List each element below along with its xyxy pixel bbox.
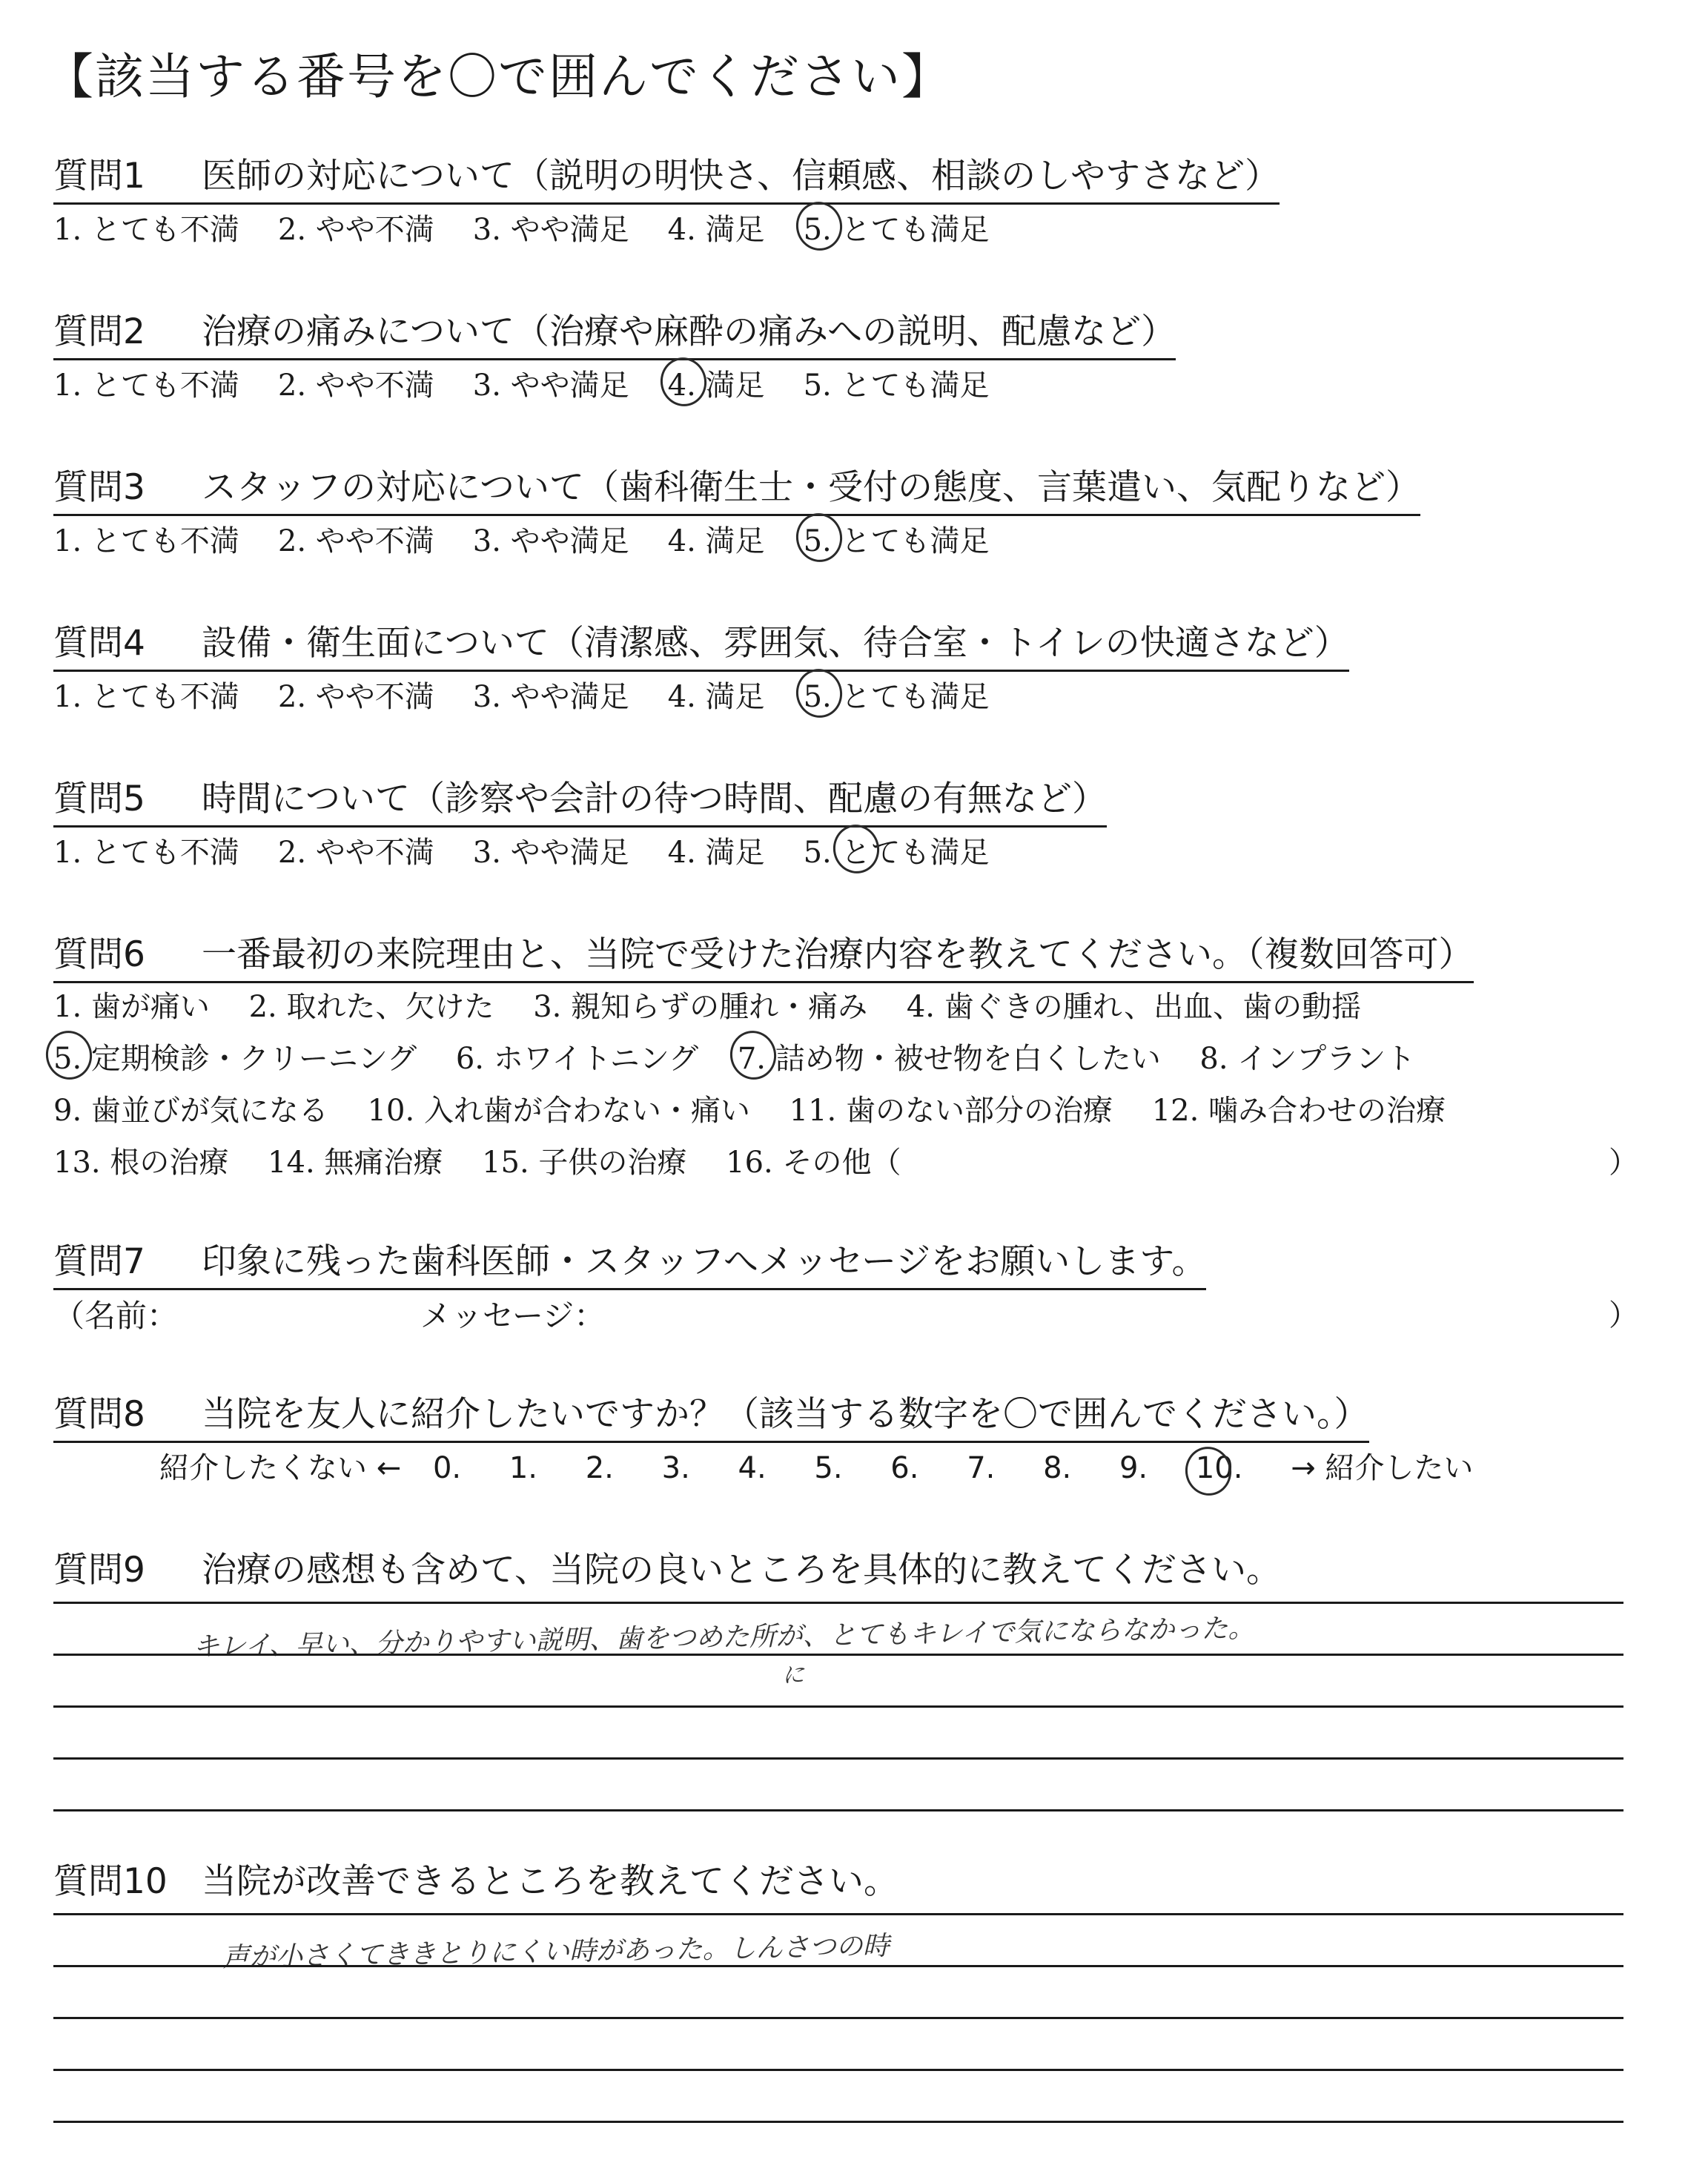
question-6-row-2 — [53, 1035, 1445, 1077]
q4-option-5-label: 5. とても満足 — [803, 680, 990, 714]
question-6-row-1 — [53, 983, 1391, 1025]
q7-name-label: （名前： — [53, 1298, 179, 1334]
question-3-options — [53, 518, 1027, 560]
q6-option-3[interactable]: 3. 親知らずの腫れ・痛み — [533, 990, 868, 1024]
question-5-text: 時間について（診察や会計の待つ時間、配慮の有無など） — [202, 779, 1108, 819]
q9-handwritten-correction: に — [781, 1662, 805, 1689]
q8-option-10-selected[interactable] — [1196, 1451, 1243, 1485]
q9-handwritten-answer[interactable]: キレイ、早い、分かりやすい説明、歯をつめた所が、とてもキレイで気にならなかった。 — [192, 1613, 1255, 1662]
question-7-heading — [53, 1234, 1206, 1290]
q10-answer-line-5 — [53, 2121, 1623, 2123]
question-2-number: 質問2 — [53, 311, 145, 352]
q5-option-5-label: 5. とても満足 — [803, 836, 990, 870]
q8-option-1[interactable]: 1. — [509, 1451, 538, 1485]
question-7-number: 質問7 — [53, 1241, 145, 1282]
q10-handwritten-answer[interactable]: 声が小さくてききとりにくい時があった。しんさつの時 — [222, 1931, 890, 1973]
q8-option-3[interactable]: 3. — [661, 1451, 690, 1485]
q3-option-5-selected[interactable] — [804, 518, 990, 560]
q1-option-5-label: 5. とても満足 — [803, 213, 990, 247]
question-6-heading — [53, 927, 1474, 983]
q3-option-5-label: 5. とても満足 — [803, 524, 990, 558]
question-6-text: 一番最初の来院理由と、当院で受けた治療内容を教えてください。（複数回答可） — [202, 934, 1474, 975]
q1-option-1[interactable]: 1. とても不満 — [53, 213, 239, 247]
q9-answer-line-1 — [53, 1602, 1623, 1604]
question-7-answer-row — [53, 1292, 605, 1336]
q6-option-15[interactable]: 15. 子供の治療 — [482, 1146, 687, 1180]
q7-close-paren: ） — [1609, 1298, 1638, 1332]
q9-answer-line-4 — [53, 1757, 1623, 1760]
q6-option-10[interactable]: 10. 入れ歯が合わない・痛い — [367, 1094, 750, 1128]
question-6-row-4 — [53, 1139, 930, 1181]
q8-option-4[interactable]: 4. — [738, 1451, 767, 1485]
question-6-number: 質問6 — [53, 934, 145, 975]
question-2-options — [53, 362, 1027, 404]
question-1-text: 医師の対応について（説明の明快さ、信頼感、相談のしやすさなど） — [202, 156, 1280, 196]
q5-option-5-selected[interactable] — [804, 829, 990, 871]
q8-option-10-label: 10. — [1195, 1451, 1243, 1485]
q1-option-5-selected[interactable] — [804, 206, 990, 248]
question-3-number: 質問3 — [53, 467, 145, 508]
question-1-number: 質問1 — [53, 156, 145, 196]
q1-option-4[interactable]: 4. 満足 — [667, 213, 765, 247]
question-1-options — [53, 206, 1027, 248]
q6-option-9[interactable]: 9. 歯並びが気になる — [53, 1094, 328, 1128]
question-2-text: 治療の痛みについて（治療や麻酔の痛みへの説明、配慮など） — [202, 311, 1176, 352]
q4-option-2[interactable]: 2. やや不満 — [277, 680, 434, 714]
q6-option-16[interactable]: 16. その他（ — [726, 1146, 901, 1180]
question-3-text: スタッフの対応について（歯科衛生士・受付の態度、言葉遣い、気配りなど） — [202, 467, 1421, 508]
question-4-options — [53, 673, 1027, 716]
q8-option-8[interactable]: 8. — [1043, 1451, 1072, 1485]
question-8-number: 質問8 — [53, 1394, 145, 1435]
q3-option-1[interactable]: 1. とても不満 — [53, 524, 239, 558]
question-1-heading — [53, 148, 1280, 205]
q10-answer-line-2 — [53, 1965, 1623, 1967]
question-4-heading — [53, 615, 1349, 672]
q4-option-1[interactable]: 1. とても不満 — [53, 680, 239, 714]
q6-option-5-label: 5. 定期検診・クリーニング — [53, 1042, 417, 1076]
q8-option-0[interactable]: 0. — [432, 1451, 462, 1485]
q2-option-3[interactable]: 3. やや満足 — [472, 369, 629, 403]
question-9-number: 質問9 — [53, 1550, 145, 1591]
q6-option-7-selected[interactable] — [738, 1035, 1161, 1077]
q4-option-4[interactable]: 4. 満足 — [667, 680, 765, 714]
q2-option-2[interactable]: 2. やや不満 — [277, 369, 434, 403]
q6-option-6[interactable]: 6. ホワイトニング — [455, 1042, 699, 1076]
question-7-text: 印象に残った歯科医師・スタッフへメッセージをお願いします。 — [202, 1241, 1207, 1282]
question-5-options — [53, 829, 1027, 871]
q2-option-5[interactable]: 5. とても満足 — [803, 369, 990, 403]
q1-option-3[interactable]: 3. やや満足 — [472, 213, 629, 247]
q3-option-2[interactable]: 2. やや不満 — [277, 524, 434, 558]
question-8-text: 当院を友人に紹介したいですか？（該当する数字を〇で囲んでください。） — [202, 1394, 1369, 1435]
q6-option-12[interactable]: 12. 噛み合わせの治療 — [1151, 1094, 1446, 1128]
q7-message-label: メッセージ： — [420, 1298, 606, 1334]
question-10-text: 当院が改善できるところを教えてください。 — [202, 1861, 898, 1902]
question-4-number: 質問4 — [53, 623, 145, 664]
q8-left-label: 紹介したくない ← — [159, 1451, 402, 1485]
q4-option-5-selected[interactable] — [804, 673, 990, 716]
q3-option-3[interactable]: 3. やや満足 — [472, 524, 629, 558]
q6-other-close-paren: ） — [1609, 1146, 1638, 1180]
q8-option-7[interactable]: 7. — [967, 1451, 996, 1485]
question-10-heading — [53, 1854, 898, 1908]
question-8-heading — [53, 1387, 1369, 1443]
q6-option-14[interactable]: 14. 無痛治療 — [268, 1146, 443, 1180]
q8-option-9[interactable]: 9. — [1119, 1451, 1148, 1485]
q6-option-5-selected[interactable] — [53, 1035, 417, 1077]
q6-option-8[interactable]: 8. インプラント — [1199, 1042, 1416, 1076]
q8-right-label: → 紹介したい — [1291, 1451, 1474, 1485]
q6-option-7-label: 7. 詰め物・被せ物を白くしたい — [737, 1042, 1161, 1076]
question-2-heading — [53, 304, 1176, 360]
q9-answer-line-5 — [53, 1809, 1623, 1811]
q5-option-3[interactable]: 3. やや満足 — [472, 836, 629, 870]
q8-option-5[interactable]: 5. — [814, 1451, 843, 1485]
q9-answer-line-2 — [53, 1654, 1623, 1656]
q5-option-4[interactable]: 4. 満足 — [667, 836, 765, 870]
q8-option-2[interactable]: 2. — [585, 1451, 614, 1485]
q5-option-2[interactable]: 2. やや不満 — [277, 836, 434, 870]
question-5-number: 質問5 — [53, 779, 145, 819]
q1-option-2[interactable]: 2. やや不満 — [277, 213, 434, 247]
question-9-heading — [53, 1542, 1281, 1596]
q6-option-4[interactable]: 4. 歯ぐきの腫れ、出血、歯の動揺 — [906, 990, 1362, 1024]
question-8-scale — [159, 1444, 1495, 1487]
question-9-text: 治療の感想も含めて、当院の良いところを具体的に教えてください。 — [202, 1550, 1282, 1591]
question-5-heading — [53, 771, 1107, 828]
q9-answer-line-3 — [53, 1705, 1623, 1708]
q10-answer-line-4 — [53, 2069, 1623, 2071]
q2-option-4-label: 4. 満足 — [667, 369, 765, 403]
q4-option-3[interactable]: 3. やや満足 — [472, 680, 629, 714]
q10-answer-line-1 — [53, 1913, 1623, 1915]
q8-option-6[interactable]: 6. — [890, 1451, 919, 1485]
q6-option-2[interactable]: 2. 取れた、欠けた — [248, 990, 494, 1024]
question-4-text: 設備・衛生面について（清潔感、雰囲気、待合室・トイレの快適さなど） — [202, 623, 1349, 664]
q2-option-4-selected[interactable] — [668, 362, 765, 404]
question-3-heading — [53, 460, 1420, 516]
question-6-row-3 — [53, 1087, 1475, 1129]
q6-option-11[interactable]: 11. 歯のない部分の治療 — [789, 1094, 1113, 1128]
q10-answer-line-3 — [53, 2017, 1623, 2019]
q5-option-1[interactable]: 1. とても不満 — [53, 836, 239, 870]
q6-option-13[interactable]: 13. 根の治療 — [53, 1146, 229, 1180]
q2-option-1[interactable]: 1. とても不満 — [53, 369, 239, 403]
question-10-number: 質問10 — [53, 1861, 168, 1902]
q3-option-4[interactable]: 4. 満足 — [667, 524, 765, 558]
page-title: 【該当する番号を〇で囲んでください】 — [44, 48, 952, 105]
q6-option-1[interactable]: 1. 歯が痛い — [53, 990, 210, 1024]
